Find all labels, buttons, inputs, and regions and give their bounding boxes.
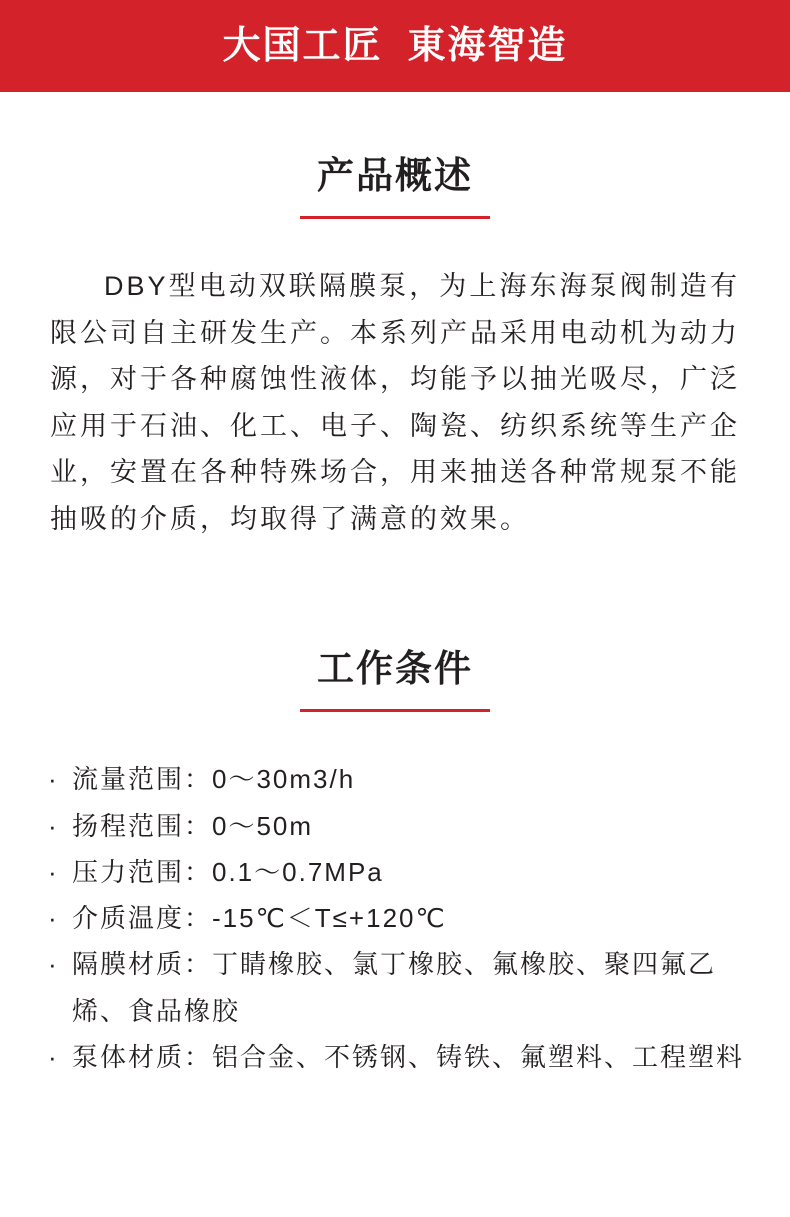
conditions-title: 工作条件 bbox=[317, 648, 473, 690]
list-item-label: 流量范围：0～30m3/h bbox=[72, 764, 356, 795]
list-item-label: 压力范围：0.1～0.7MPa bbox=[72, 856, 384, 887]
spacer-above-overview bbox=[0, 92, 790, 154]
bullet-icon: · bbox=[48, 856, 59, 887]
top-banner bbox=[0, 0, 790, 92]
overview-heading-block bbox=[42, 154, 748, 219]
bullet-icon: · bbox=[48, 764, 59, 795]
bullet-icon: · bbox=[48, 903, 59, 934]
list-item-label: 扬程范围：0～50m bbox=[72, 810, 314, 841]
bullet-icon: · bbox=[48, 1042, 59, 1072]
bullet-icon: · bbox=[48, 810, 59, 841]
list-item bbox=[46, 1034, 744, 1080]
list-item-label: 介质温度：-15℃＜T≤+120℃ bbox=[72, 903, 447, 934]
conditions-list bbox=[42, 756, 748, 1080]
overview-title-underline bbox=[300, 216, 490, 219]
list-item bbox=[46, 941, 744, 1034]
list-item bbox=[46, 849, 744, 895]
conditions-heading-block bbox=[42, 647, 748, 712]
list-item bbox=[46, 803, 744, 849]
section-working-conditions bbox=[0, 647, 790, 1080]
section-overview bbox=[0, 154, 790, 542]
spacer-above-conditions bbox=[0, 569, 790, 647]
conditions-title-underline bbox=[300, 709, 490, 712]
bullet-icon: · bbox=[48, 949, 59, 980]
list-item-label: 泵体材质：铝合金、不锈钢、铸铁、氟塑料、工程塑料 bbox=[72, 1042, 745, 1072]
overview-title: 产品概述 bbox=[317, 155, 473, 196]
list-item bbox=[46, 756, 744, 802]
list-item-label: 隔膜材质：丁睛橡胶、氯丁橡胶、氟橡胶、聚四氟乙烯、食品橡胶 bbox=[72, 949, 717, 1026]
overview-paragraph: DBY型电动双联隔膜泵，为上海东海泵阀制造有限公司自主研发生产。本系列产品采用电动机为动力源，对于各种腐蚀性液体，均能予以抽光吸尽，广泛应用于石油、化工、电子、陶瓷、纺织系统等生产企业，安置在各种特殊场合，用来抽送各种常规泵不能抽吸的介质，均取得了满意的效果。 bbox=[50, 271, 740, 534]
list-item bbox=[46, 895, 744, 941]
banner-title: 大国工匠 東海智造 bbox=[222, 25, 568, 67]
